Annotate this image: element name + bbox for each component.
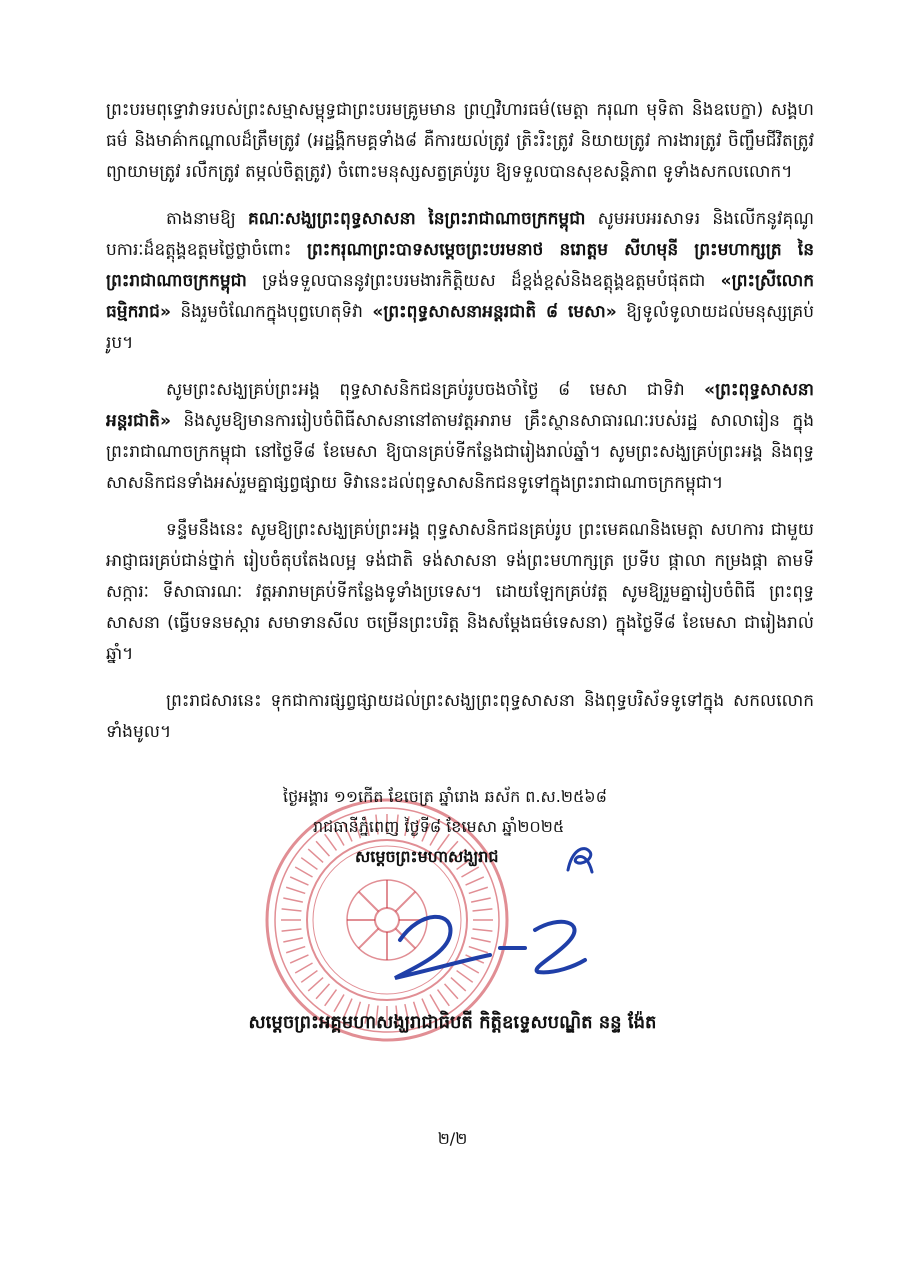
page-number: ២/២: [437, 1129, 468, 1148]
text-segment: ឱ្យទូលំទូលាយដល់មនុស្សគ្រប់រូប។: [106, 302, 814, 353]
bold-text: ព្រះករុណាព្រះបាទសម្តេចព្រះបរមនាថ នរោត្តម សីហមុនី ព្រះមហាក្សត្រ នៃព្រះរាជាណាចក្រកម្ពុជា: [106, 240, 814, 291]
text-segment: សូមអបអរសាទរ និងលើកនូវគុណូបការៈដ៏ឧត្តុង្គឧត្តមថ្លៃថ្លាចំពោះ: [106, 209, 815, 260]
bold-text: «ព្រះស្រីលោកធម្មិករាជ»: [106, 271, 814, 322]
initial-mark-icon: [562, 840, 598, 880]
text-segment: ព្រះបរមពុទ្ធោវាទរបស់ព្រះសម្មាសម្ពុទ្ធជាព្រះបរមគ្រូមមាន ព្រហ្មវិហារធម៌(មេត្តា ករុណា មុទិតា និងឧបេក្ខា) សង្គហធម៌ និងមាគ៌ាកណ្តាលដ៏ត្រឹមត្រូវ (អដ្ឋង្គិកមគ្គទាំង៨ គឺការយល់ត្រូវ ត្រិះរិះត្រូវ និយាយត្រូវ ការងារត្រូវ ចិញ្ចឹមជីវិតត្រូវ ព្យាយាមត្រូវ រលឹកត្រូវ តម្កល់ចិត្តត្រូវ) ចំពោះមនុស្សសត្វគ្រប់រូប ឱ្យទទួលបានសុខសន្តិភាព ទូទាំងសកលលោក។: [106, 100, 814, 182]
text-segment: ទន្ទឹមនឹងនេះ សូមឱ្យព្រះសង្ឃគ្រប់ព្រះអង្គ ពុទ្ធសាសនិកជនគ្រប់រូប ព្រះមេគណនិងមេត្តា សហការ ជាមួយអាជ្ញាធរគ្រប់ជាន់ថ្នាក់ រៀបចំតុបតែងលម្អ ទង់ជាតិ ទង់សាសនា ទង់ព្រះមហាក្សត្រ ប្រទីប ផ្កាលា កម្រងផ្កា តាមទីសក្ការៈ ទីសាធារណៈ វត្តអារាមគ្រប់ទីកន្លែងទូទាំងប្រទេស។ ដោយឡែកគ្រប់វត្ត សូមឱ្យរួមគ្នារៀបចំពិធី ព្រះពុទ្ធសាសនា (ធ្វើបទនមស្ការ សមាទានសីល ចម្រើនព្រះបរិត្ត និងសម្តែងធម៌ទេសនា) ក្នុងថ្ងៃទី៨ ខែមេសា ជារៀងរាល់ឆ្នាំ។: [106, 520, 814, 664]
text-segment: តាងនាមឱ្យ: [166, 209, 249, 229]
signature-icon: [380, 900, 600, 990]
text-segment: ទ្រង់ទទួលបាននូវព្រះបរមងារកិត្តិយស ដ៏ខ្ពង់ខ្ពស់និងឧត្តុង្គឧត្តមបំផុតជា: [246, 271, 721, 291]
bold-text: «ព្រះពុទ្ធសាសនា អន្តរជាតិ»: [106, 380, 814, 431]
paragraph: [106, 515, 814, 670]
paragraph: [106, 686, 814, 748]
paragraph: [106, 375, 814, 499]
text-segment: និងសូមឱ្យមានការរៀបចំពិធីសាសនានៅតាមវត្តអារាម គ្រឹះស្ថានសាធារណៈរបស់រដ្ឋ សាលារៀន ក្នុងព្រះរាជាណាចក្រកម្ពុជា នៅថ្ងៃទី៨ ខែមេសា ឱ្យបានគ្រប់ទីកន្លែងជារៀងរាល់ឆ្នាំ។ សូមព្រះសង្ឃគ្រប់ព្រះអង្គ និងពុទ្ធសាសនិកជនទាំងអស់រួមគ្នាផ្សព្វផ្សាយ ទិវានេះដល់ពុទ្ធសាសនិកជនទូទៅក្នុងព្រះរាជាណាចក្រកម្ពុជា។: [106, 411, 814, 493]
letter-body: [106, 95, 814, 764]
paragraph: [106, 204, 814, 359]
bold-text: គណៈសង្ឃព្រះពុទ្ធសាសនា នៃព្រះរាជាណាចក្រកម្ពុជា: [248, 209, 586, 229]
text-segment: សូមព្រះសង្ឃគ្រប់ព្រះអង្គ ពុទ្ធសាសនិកជនគ្រប់រូបចងចាំថ្ងៃ ៨ មេសា ជាទិវា: [166, 380, 705, 400]
lunar-date: ថ្ងៃអង្គារ ១១កើត ខែចេត្រ ឆ្នាំរោង ឆស័ក ព.ស.២៥៦៨: [283, 787, 607, 806]
text-segment: ព្រះរាជសារនេះ ទុកជាការផ្សព្វផ្សាយដល់ព្រះសង្ឃព្រះពុទ្ធសាសនា និងពុទ្ធបរិស័ទទូទៅក្នុង សកលលោកទាំងមូល។: [106, 691, 814, 742]
paragraph: [106, 95, 814, 188]
bold-text: «ព្រះពុទ្ធសាសនាអន្តរជាតិ ៨ មេសា»: [372, 302, 617, 322]
signer-name: សម្តេចព្រះអគ្គមហាសង្ឃរាជាធិបតី កិត្តិឧទ្ទេសបណ្ឌិត នន្ទ ង៉ែត: [248, 1012, 657, 1033]
issuer-title: សម្តេចព្រះមហាសង្ឃរាជ: [355, 847, 499, 866]
date-block: [283, 782, 703, 872]
solar-date: រាជធានីភ្នំពេញ ថ្ងៃទី៨ ខែមេសា ឆ្នាំ២០២៥: [313, 817, 565, 836]
text-segment: និងរួមចំណែកក្នុងបុព្វហេតុទិវា: [170, 302, 373, 322]
